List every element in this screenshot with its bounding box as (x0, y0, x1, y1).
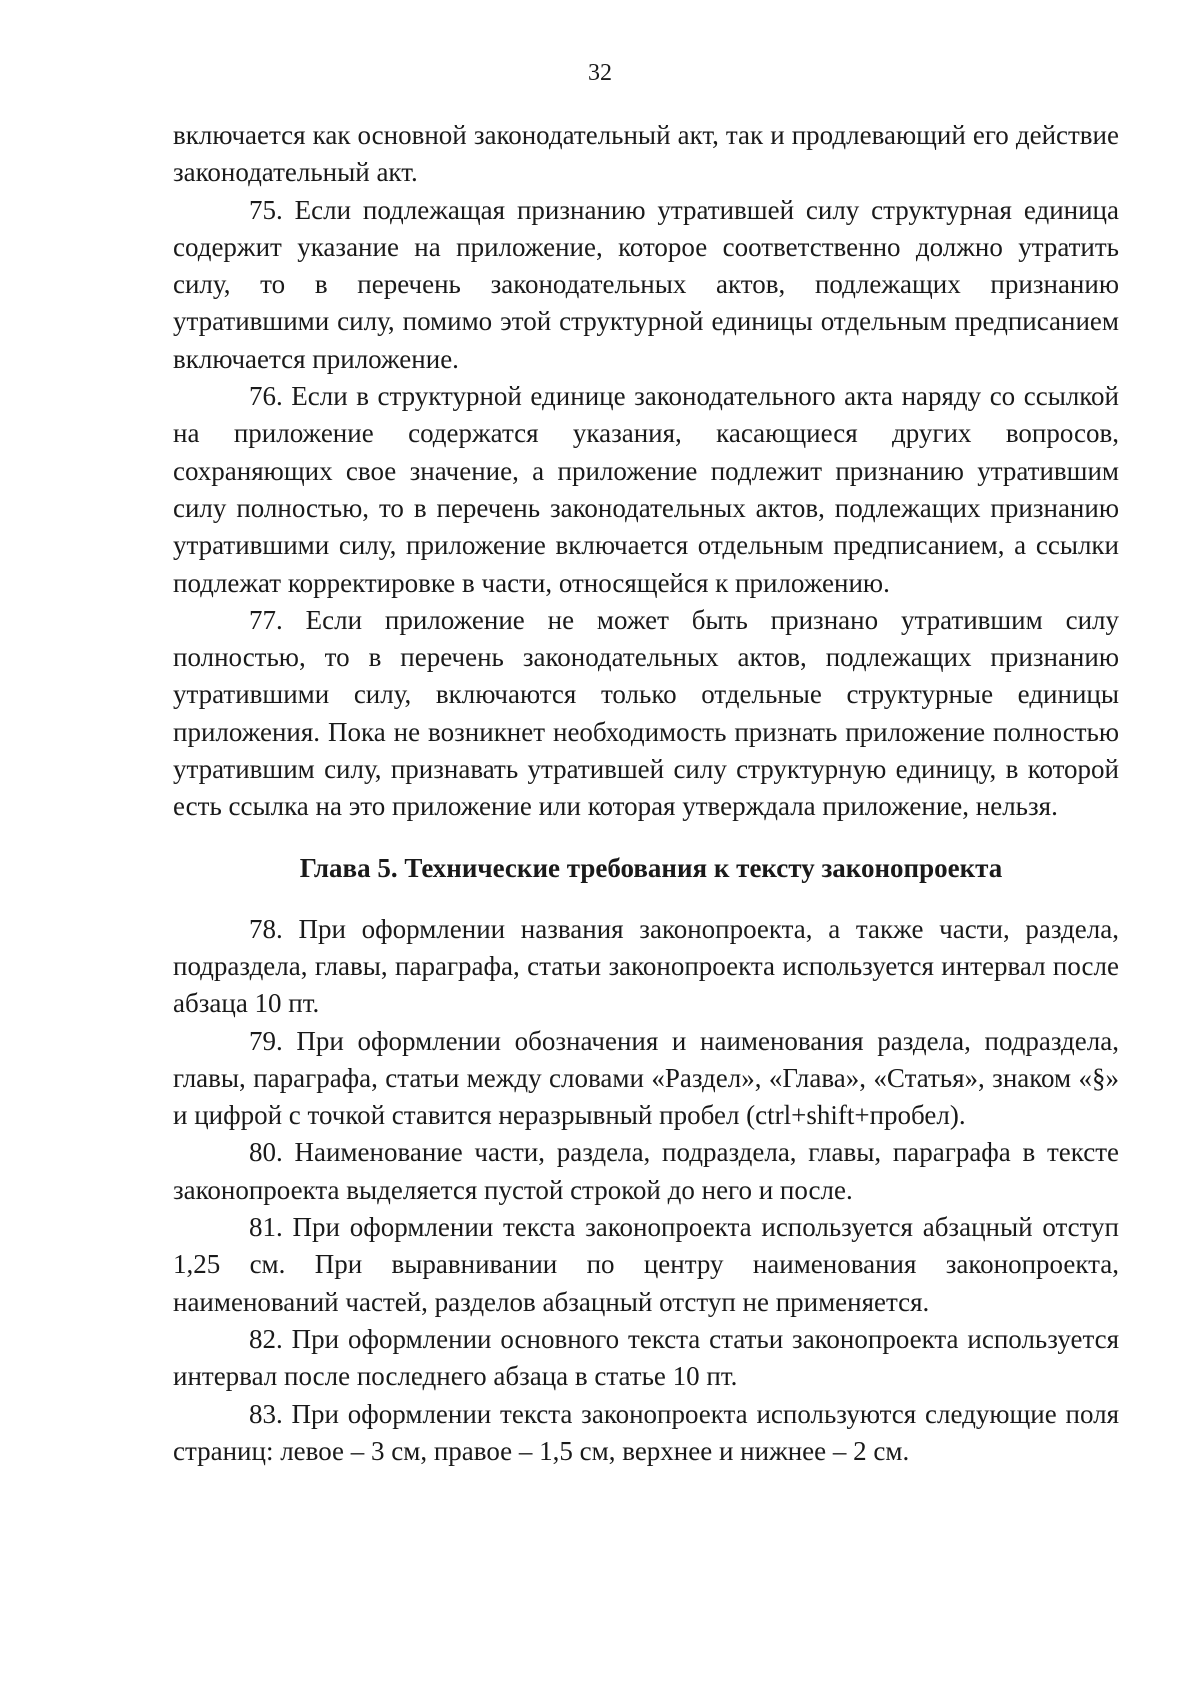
page-number: 32 (588, 60, 612, 86)
paragraph-continuation: включается как основной законодательный акт, так и продлевающий его действие законодательный акт. (173, 120, 1119, 188)
paragraph-78: 78. При оформлении названия законопроекта, а также части, раздела, подраздела, главы, параграфа, статьи законопроекта используется интервал после абзаца 10 пт. (173, 913, 1119, 1019)
chapter-heading: Глава 5. Технические требования к тексту законопроекта (299, 852, 1003, 883)
paragraph-77: 77. Если приложение не может быть признано утратившим силу полностью, то в перечень законодательных актов, подлежащих признанию утратившими силу, включаются только отдельные структурные единицы приложения. Пока не возникнет необходимость признать приложение полностью утратившим силу, признавать утратившей силу структурную единицу, в которой есть ссылка на это приложение или которая утверждала приложение, нельзя. (173, 604, 1119, 822)
paragraph-82: 82. При оформлении основного текста статьи законопроекта используется интервал после последнего абзаца в статье 10 пт. (173, 1323, 1119, 1392)
spacer (173, 887, 1119, 911)
paragraph-81: 81. При оформлении текста законопроекта используется абзацный отступ 1,25 см. При выравнивании по центру наименования законопроекта, наименований частей, разделов абзацный отступ не применяется. (173, 1212, 1119, 1317)
paragraph-80: 80. Наименование части, раздела, подраздела, главы, параграфа в тексте законопроекта выделяется пустой строкой до него и после. (173, 1137, 1119, 1205)
document-body (173, 117, 1119, 1470)
paragraph-83: 83. При оформлении текста законопроекта используются следующие поля страниц: левое – 3 см, правое – 1,5 см, верхнее и нижнее – 2 см. (173, 1398, 1119, 1466)
paragraph-76: 76. Если в структурной единице законодательного акта наряду со ссылкой на приложение содержатся указания, касающиеся других вопросов, сохраняющих свое значение, а приложение подлежит признанию утратившим силу полностью, то в перечень законодательных актов, подлежащих признанию утратившими силу, приложение включается отдельным предписанием, а ссылки подлежат корректировке в части, относящейся к приложению. (173, 381, 1119, 598)
spacer (173, 826, 1119, 850)
paragraph-79: 79. При оформлении обозначения и наименования раздела, подраздела, главы, параграфа, статьи между словами «Раздел», «Глава», «Статья», знаком «§» и цифрой с точкой ставится неразрывный пробел (ctrl+shift+пробел). (173, 1025, 1119, 1131)
paragraph-75: 75. Если подлежащая признанию утратившей силу структурная единица содержит указание на приложение, которое соответственно должно утратить силу, то в перечень законодательных актов, подлежащих признанию утратившими силу, помимо этой структурной единицы отдельным предписанием включается приложение. (173, 194, 1119, 374)
